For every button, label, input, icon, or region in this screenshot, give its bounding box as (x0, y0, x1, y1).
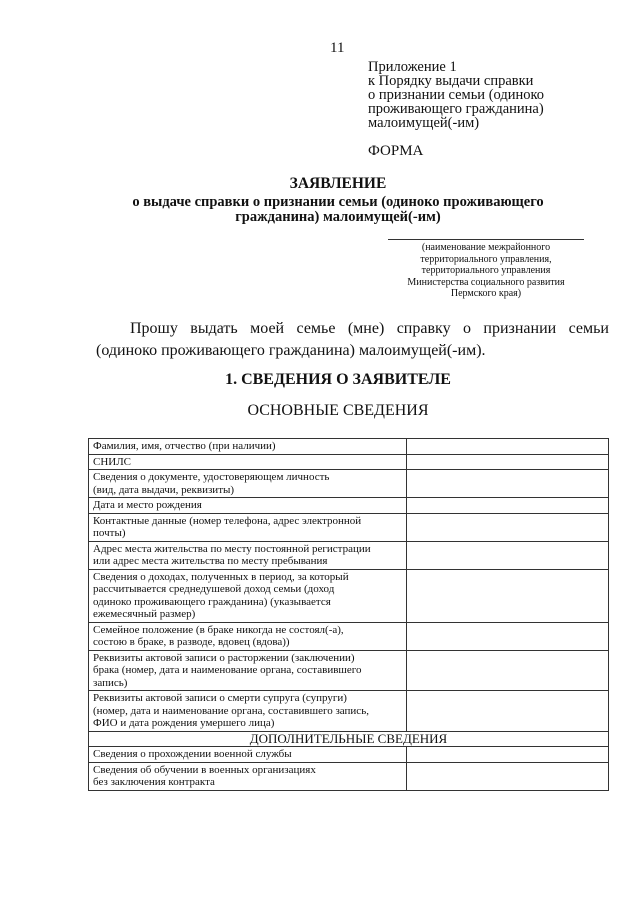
field-value[interactable] (406, 513, 608, 541)
field-value[interactable] (406, 762, 608, 790)
additional-info-header: ДОПОЛНИТЕЛЬНЫЕ СВЕДЕНИЯ (89, 731, 609, 747)
appendix-line: о признании семьи (одиноко (368, 87, 545, 103)
field-label-line: Адрес места жительства по месту постоянной регистрации (93, 542, 371, 555)
table-row (89, 762, 609, 790)
field-label (89, 454, 407, 470)
field-label-line: Контактные данные (номер телефона, адрес электронной (93, 514, 362, 527)
field-label-line: Сведения о прохождении военной службы (93, 748, 292, 760)
field-label-line: (вид, дата выдачи, реквизиты) (93, 483, 235, 496)
table-row (89, 691, 609, 732)
field-label-line: рассчитывается среднедушевой доход семьи (доход (93, 583, 335, 595)
field-label-line: Сведения о доходах, полученных в период, за который (93, 570, 349, 583)
field-label-line: Фамилия, имя, отчество (при наличии) (93, 440, 276, 452)
table-row (89, 747, 609, 763)
field-label (89, 622, 407, 650)
table-row (89, 470, 609, 498)
field-label-line: СНИЛС (93, 455, 132, 468)
request-line: Прошу выдать моей семье (мне) справку о признании семьи (130, 320, 609, 337)
table-row (89, 622, 609, 650)
table-row (89, 454, 609, 470)
appendix-line: малоимущей(-им) (368, 115, 480, 131)
document-subtitle (100, 195, 576, 225)
field-label-line: состою в браке, в разводе, вдовец (вдова)) (93, 636, 290, 648)
table-row (89, 513, 609, 541)
form-label: ФОРМА (368, 143, 424, 159)
recipient-line: Пермского края) (450, 288, 522, 299)
field-label-line: ежемесячный размер) (93, 608, 196, 620)
field-value[interactable] (406, 650, 608, 691)
field-value[interactable] (406, 470, 608, 498)
basic-info-title: ОСНОВНЫЕ СВЕДЕНИЯ (247, 402, 429, 419)
additional-info-rows (89, 747, 609, 791)
table-row (89, 541, 609, 569)
field-value[interactable] (406, 498, 608, 514)
table-row (89, 498, 609, 514)
field-label (89, 747, 407, 763)
appendix-block (368, 60, 608, 130)
field-label-line: одиноко проживающего гражданина) (указывается (93, 595, 331, 608)
subtitle-line: гражданина) малоимущей(-им) (235, 209, 441, 225)
table-row (89, 650, 609, 691)
field-label-line: ФИО и дата рождения умершего лица) (93, 717, 275, 729)
field-value[interactable] (406, 622, 608, 650)
field-label (89, 439, 407, 455)
appendix-line: Приложение 1 (368, 59, 457, 75)
field-label (89, 650, 407, 691)
recipient-caption (384, 242, 588, 300)
field-label-line: Реквизиты актовой записи о расторжении (заключении) (93, 651, 355, 664)
recipient-fill-line (388, 239, 584, 240)
field-value[interactable] (406, 541, 608, 569)
table-row (89, 439, 609, 455)
field-label-line: почты) (93, 527, 126, 539)
field-label-line: (номер, дата и наименование органа, составившего запись, (93, 704, 369, 717)
field-value[interactable] (406, 454, 608, 470)
field-label-line: без заключения контракта (93, 776, 215, 788)
additional-info-header-row (89, 731, 609, 747)
recipient-line: территориального управления (421, 265, 551, 276)
field-value[interactable] (406, 439, 608, 455)
recipient-line: Министерства социального развития (407, 276, 565, 288)
field-label-line: Дата и место рождения (93, 499, 202, 511)
field-label (89, 541, 407, 569)
field-label-line: или адрес места жительства по месту пребывания (93, 555, 328, 567)
document-title: ЗАЯВЛЕНИЕ (289, 175, 387, 192)
field-value[interactable] (406, 747, 608, 763)
appendix-line: к Порядку выдачи справки (368, 73, 534, 89)
request-line: (одиноко проживающего гражданина) малоимущей(-им). (96, 342, 486, 359)
field-label-line: брака (номер, дата и наименование органа, составившего (93, 664, 362, 676)
field-label-line: Сведения о документе, удостоверяющем личность (93, 471, 330, 483)
field-label (89, 470, 407, 498)
request-paragraph (96, 318, 609, 362)
field-label-line: Сведения об обучении в военных организациях (93, 763, 316, 776)
subtitle-line: о выдаче справки о признании семьи (одиноко проживающего (132, 194, 544, 210)
field-label (89, 513, 407, 541)
field-label (89, 498, 407, 514)
page-number: 11 (330, 40, 345, 56)
recipient-line: (наименование межрайонного (421, 242, 551, 253)
field-value[interactable] (406, 569, 608, 622)
applicant-info-table (88, 438, 609, 791)
field-label-line: запись) (93, 676, 128, 689)
field-label (89, 762, 407, 790)
field-label (89, 569, 407, 622)
section-1-title: 1. СВЕДЕНИЯ О ЗАЯВИТЕЛЕ (225, 371, 451, 388)
additional-header-body (89, 731, 609, 747)
field-value[interactable] (406, 691, 608, 732)
recipient-line: территориального управления, (420, 253, 552, 265)
table-row (89, 569, 609, 622)
basic-info-rows (89, 439, 609, 732)
field-label-line: Семейное положение (в браке никогда не состоял(-а), (93, 623, 344, 636)
field-label-line: Реквизиты актовой записи о смерти супруга (супруги) (93, 692, 347, 704)
appendix-line: проживающего гражданина) (368, 101, 544, 117)
field-label (89, 691, 407, 732)
